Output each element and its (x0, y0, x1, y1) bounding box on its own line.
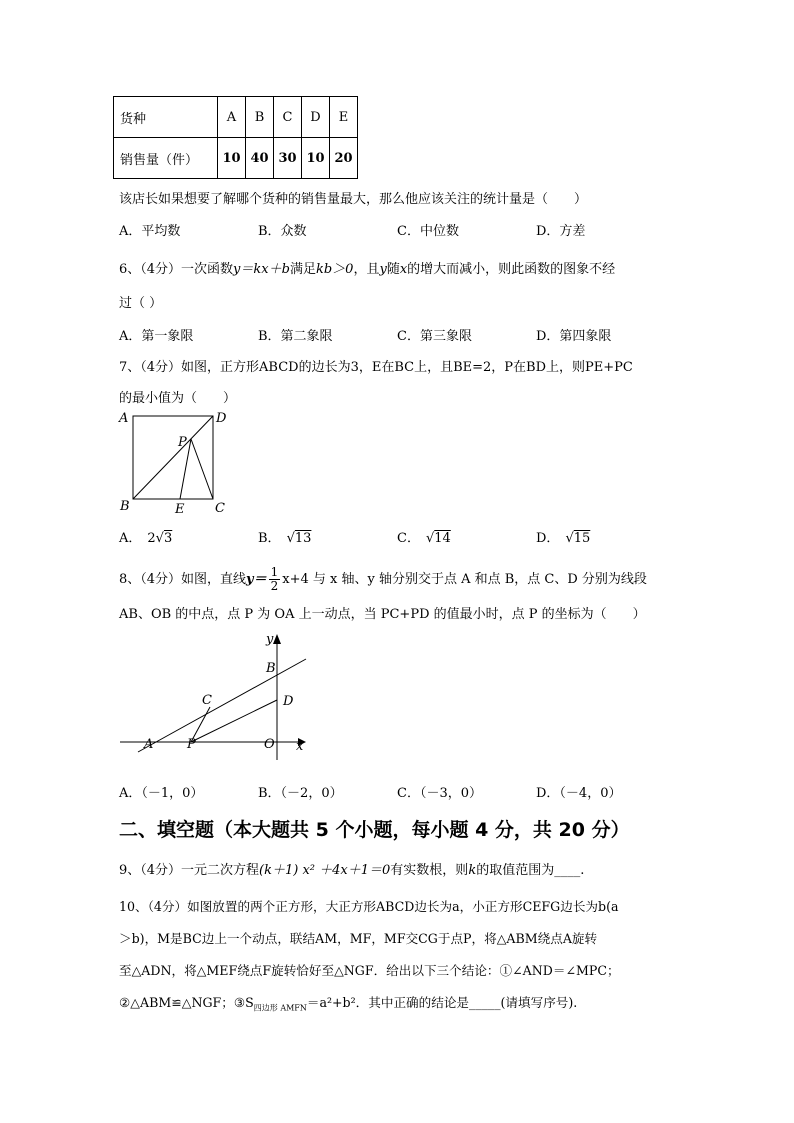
line-ab (138, 659, 306, 752)
option-radicand: 13 (294, 531, 312, 546)
table-cell: E (330, 97, 358, 138)
label-c: C (202, 693, 212, 708)
option-letter: C． (397, 531, 420, 546)
table-header-cell: 销售量（件） (114, 138, 218, 179)
q10-line2: ＞b)，M是BC边上一个动点，联结AM，MF，MF交CG于点P，将△ABM绕点A旋转 (119, 931, 598, 946)
q7-option-b (258, 527, 311, 546)
sales-table (113, 96, 358, 179)
q10-line4-b: ＝a²+b²．其中正确的结论是_____(请填写序号). (306, 995, 578, 1010)
q6-mid4: 的增大而减小，则此函数的图象不经 (407, 262, 616, 277)
q5-option-b: B．众数 (258, 224, 307, 239)
table-row (114, 138, 358, 179)
label-x: x (296, 739, 304, 754)
sqrt-sign: √ (155, 531, 164, 546)
q5-option-a: A．平均数 (119, 224, 181, 239)
option-coef: 2 (147, 531, 156, 546)
sqrt-sign: √ (425, 531, 435, 546)
q6-mid3: 随 (386, 262, 400, 277)
q9-stem (119, 859, 584, 878)
section-2-title: 二、填空题（本大题共 5 个小题，每小题 4 分，共 20 分） (119, 819, 630, 841)
q5-stem: 该店长如果想要了解哪个货种的销售量最大，那么他应该关注的统计量是（ ） (119, 192, 588, 207)
q8-option-a: A．（－1，0） (119, 786, 204, 801)
table-cell: B (246, 97, 274, 138)
table-cell: 10 (218, 138, 246, 179)
q9-equation: (k＋1) x² ＋4x＋1＝0 (259, 863, 391, 878)
fraction-numerator: 1 (270, 565, 279, 579)
q8-stem-line2: AB、OB 的中点，点 P 为 OA 上一动点，当 PC+PD 的值最小时，点 P 的坐标为（ ） (119, 607, 646, 622)
table-cell: 20 (330, 138, 358, 179)
q6-stem-line2: 过（ ） (119, 296, 163, 311)
q7-option-a (119, 527, 172, 546)
q6-var-y: y (379, 262, 387, 277)
q8-fraction (269, 566, 281, 593)
option-radicand: 14 (434, 531, 451, 546)
q7-option-d (536, 527, 590, 546)
option-radicand: 3 (163, 531, 173, 546)
table-row (114, 97, 358, 138)
q6-formula: y＝kx＋b (233, 262, 290, 277)
q10-line1: 10、（4分）如图放置的两个正方形，大正方形ABCD边长为a，小正方形CEFG边长为b(a (119, 899, 619, 914)
q6-option-d: D．第四象限 (536, 329, 612, 344)
label-b: B (266, 661, 276, 676)
q6-mid1: 满足 (289, 262, 316, 277)
table-cell: D (302, 97, 330, 138)
q5-option-c: C．中位数 (397, 224, 459, 239)
q9-suffix: 的取值范围为____. (476, 863, 585, 878)
label-a: A (144, 737, 154, 752)
q5-option-d: D．方差 (536, 224, 586, 239)
label-a: A (119, 411, 129, 426)
table-header-cell: 货种 (114, 97, 218, 138)
q9-prefix: 9、（4分）一元二次方程 (119, 863, 260, 878)
q7-stem-line1: 7、（4分）如图，正方形ABCD的边长为3，E在BC上，且BE=2，P在BD上，则PE+PC (119, 360, 633, 375)
segment-pc (191, 439, 213, 499)
label-c: C (215, 501, 225, 516)
option-letter: B． (258, 531, 281, 546)
q8-option-b: B．（－2，0） (258, 786, 343, 801)
q6-option-b: B．第二象限 (258, 329, 333, 344)
q9-var-k: k (468, 863, 477, 878)
option-radicand: 15 (573, 531, 591, 546)
q7-square-figure (116, 406, 236, 518)
q6-option-c: C．第三象限 (397, 329, 472, 344)
q10-line4-sub: 四边形 AMFN (253, 1003, 307, 1013)
label-e: E (175, 502, 185, 517)
table-cell: 10 (302, 138, 330, 179)
q10-line3: 至△ADN，将△MEF绕点F旋转恰好至△NGF．给出以下三个结论：①∠AND＝∠MPC； (119, 963, 620, 978)
q6-mid2: ，且 (353, 262, 380, 277)
table-cell: C (274, 97, 302, 138)
q10-line4-a: ②△ABM≌△NGF；③S (119, 995, 254, 1010)
label-d: D (216, 411, 227, 426)
label-y: y (266, 632, 274, 647)
q6-prefix: 6、（4分）一次函数 (119, 262, 234, 277)
option-letter: D． (536, 531, 560, 546)
q8-y-eq: y＝ (246, 572, 267, 587)
option-letter: A． (119, 531, 142, 546)
table-cell: A (218, 97, 246, 138)
q6-var-x: x (399, 262, 408, 277)
q8-suffix: x+4 与 x 轴、y 轴分别交于点 A 和点 B，点 C、D 分别为线段 (282, 572, 647, 587)
label-p: P (187, 737, 196, 752)
label-d: D (283, 694, 294, 709)
y-axis-arrow (273, 634, 281, 644)
fraction-denominator: 2 (270, 579, 279, 593)
q7-option-c (397, 527, 451, 546)
q8-coordinate-figure (116, 628, 316, 760)
q8-stem-line1 (119, 566, 647, 593)
label-p: P (178, 435, 187, 450)
q10-line4 (119, 992, 577, 1014)
table-cell: 30 (274, 138, 302, 179)
sqrt-sign: √ (565, 531, 574, 546)
q8-prefix: 8、（4分）如图，直线 (119, 572, 247, 587)
sqrt-sign: √ (286, 531, 295, 546)
q6-stem-line1 (119, 258, 615, 277)
q8-option-c: C．（－3，0） (397, 786, 482, 801)
diagonal-bd (133, 416, 213, 499)
label-b: B (120, 499, 130, 514)
q6-condition: kb＞0 (315, 262, 354, 277)
q6-option-a: A．第一象限 (119, 329, 194, 344)
table-cell: 40 (246, 138, 274, 179)
q8-option-d: D．（－4，0） (536, 786, 622, 801)
label-o: O (264, 737, 275, 752)
q7-stem-line2: 的最小值为（ ） (119, 391, 237, 406)
q9-mid: 有实数根，则 (390, 863, 469, 878)
